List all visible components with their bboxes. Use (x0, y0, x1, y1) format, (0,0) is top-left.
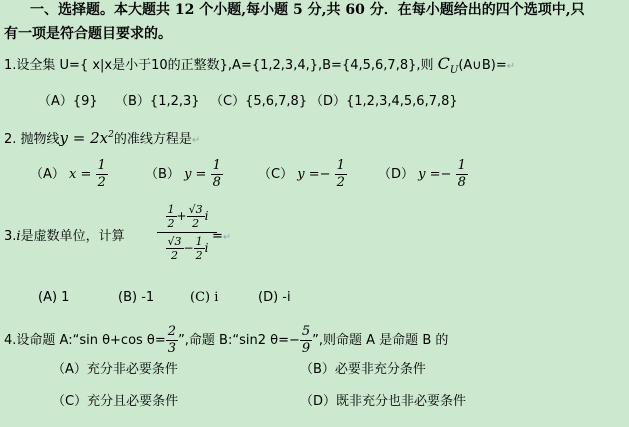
question-2-stem (4, 126, 200, 150)
q2-option-sign: − (440, 167, 452, 182)
return-mark: ↵ (506, 61, 516, 72)
q4-option-b: （B）必要非充分条件 (300, 362, 426, 377)
q4-fraction-a: $\frac{2}{3}$ (167, 324, 177, 356)
q2-option-c (258, 158, 347, 191)
q3-option-b: (B) -1 (118, 290, 155, 305)
q3-option-d: (D) -i (258, 290, 291, 305)
section-header-line2: 有一项是符合题目要求的。 (4, 26, 172, 42)
q4-stem-suffix: ”,则命题 A 是命题 B 的 (312, 333, 449, 348)
q3-stem-prefix: 3. (4, 229, 17, 244)
return-mark: ↵ (191, 135, 201, 146)
q1-stem-prefix: 1.设全集 U={ x| (4, 58, 105, 73)
q1-option-d: （D）{1,2,3,4,5,6,7,8} (310, 94, 458, 109)
q3-numerator: $\frac{1}{2}$ + $\frac{√3}{2}$ i (157, 203, 217, 233)
q2-option-d (378, 158, 468, 191)
q2-option-lhs: y = (297, 167, 320, 182)
q2-option-sign: − (319, 167, 331, 182)
q2-option-fraction: $\frac{1}{2}$ (97, 158, 106, 190)
q2-option-fraction: $\frac{1}{2}$ (336, 158, 345, 190)
q4-stem-prefix: 4.设命题 A:“sin θ+cos θ= (4, 333, 166, 348)
q2-option-a (30, 158, 108, 191)
q2-expression: $y = 2x^2$ (59, 129, 114, 147)
q2-option-fraction: $\frac{1}{8}$ (457, 158, 466, 190)
q3-complex-fraction (157, 203, 217, 262)
q3-denominator: $\frac{√3}{2}$ − $\frac{1}{2}$ i (167, 235, 209, 262)
section-header-line1: 一、选择题。本大题共 12 个小题,每小题 5 分,共 60 分．在每小题给出的四个选项中,只 (30, 2, 585, 18)
q2-option-b (145, 158, 223, 191)
q4-stem-mid: ”,命题 B:“sin2 θ=− (178, 333, 300, 348)
q4-option-c: （C）充分且必要条件 (52, 394, 179, 409)
q4-option-a: （A）充分非必要条件 (52, 362, 178, 377)
question-1-stem (4, 55, 515, 80)
q2-option-lhs: y = (418, 167, 441, 182)
q2-option-lhs: y = (184, 167, 207, 182)
q2-option-label: （B） (145, 167, 180, 182)
q2-option-fraction: $\frac{1}{8}$ (212, 158, 221, 190)
q1-option-a: （A）{9} (38, 94, 98, 109)
q4-fraction-b: $\frac{5}{9}$ (301, 324, 311, 356)
q3-equals: =↵ (212, 229, 232, 244)
q3-option-a: (A) 1 (38, 290, 70, 305)
q2-option-label: （C） (258, 167, 294, 182)
q2-stem-suffix: 的准线方程是 (113, 132, 192, 147)
q3-stem-mid: 是虚数单位，计算 (20, 229, 125, 244)
q1-option-b: （B）{1,2,3} (115, 94, 200, 109)
q1-option-c: （C）{5,6,7,8} (210, 94, 308, 109)
question-3-stem (4, 228, 125, 246)
q1-stem-mid: x是小于10的正整数},A={1,2,3,4,},B={4,5,6,7,8},则 (104, 58, 434, 73)
q3-option-c: (C) i (190, 290, 219, 305)
q1-complement-symbol: $C_U$ (437, 54, 459, 77)
q1-complement-arg: (A∪B)= (458, 58, 507, 73)
q4-option-d: （D）既非充分也非必要条件 (300, 394, 467, 409)
q2-option-lhs: x = (69, 167, 92, 182)
q2-option-label: （D） (378, 167, 415, 182)
q2-stem-prefix: 2. 抛物线 (4, 132, 60, 147)
q2-option-label: （A） (30, 167, 65, 182)
question-4-stem (4, 324, 448, 357)
q3-imaginary-unit: i (16, 229, 21, 244)
